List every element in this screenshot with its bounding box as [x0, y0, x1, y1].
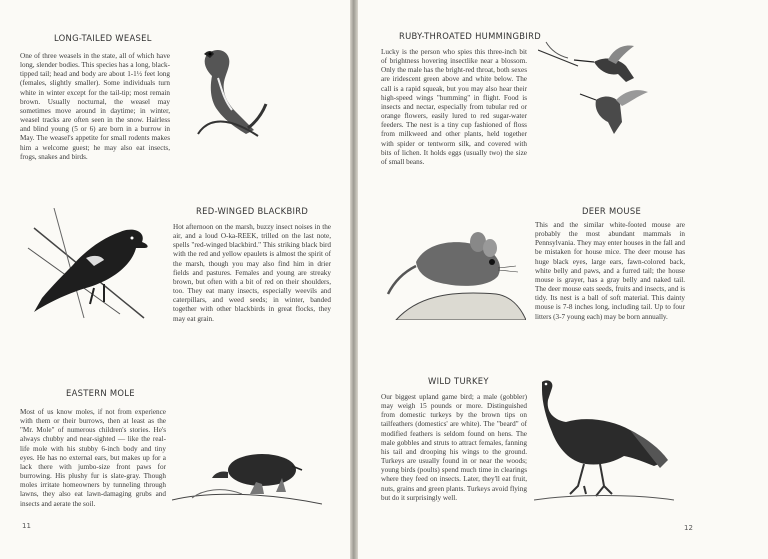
blackbird-illustration [24, 208, 152, 320]
deer-mouse-heading: DEER MOUSE [582, 206, 642, 216]
mole-text: Most of us know moles, if not from experience with them or their burrows, then at least as the "Mr. Mole" of numerous children's stories. He's always chubby and near-sighted — like the real-life mole with his stubby 6-inch body and tiny eyes. He has no external ears, but makes up for a lack there with jumbo-size front paws for burrowing. His plushy fur is slate-gray. Though moles irritate homeowners by tunneling through lawns, they also eat lawn-damaging grubs and insects and aerate the soil. [20, 408, 166, 508]
mole-illustration [172, 420, 322, 510]
hummingbird-text: Lucky is the person who spies this three-inch bit of brightness hovering insectlike near a blossom. Only the male has the bright-red throat, both sexes are iridescent green above and white below. The call is a rapid squeak, but you may also hear their high-speed wings "humming" in flight. Food is insects and nectar, especially from tubular red or orange flowers, easily lured to red sugar-water feeders. The nest is a tiny cup fashioned of floss from milkweed and other plants, held together with spider or tentworm silk, and covered with bits of lichen. It holds eggs (usually two) the size of small beans. [381, 48, 527, 166]
hummingbird-illustration [538, 38, 658, 150]
deer-mouse-text: This and the similar white-footed mouse are probably the most abundant mammals in Pennsylvania. They may enter houses in the fall and be mistaken for house mice. The deer mouse has huge black eyes, large ears, fawn-colored back, white belly and paws, and a furred tail; the house mouse is grayer, has a gray belly and naked tail. The deer mouse eats seeds, fruits and insects, and is tidy. Its nest is a ball of soft material. This dainty mouse is 7-8 inches long, including tail. Up to four litters (3-7 young each) may be born annually. [535, 221, 685, 321]
deer-mouse-illustration [386, 228, 526, 320]
wild-turkey-text: Our biggest upland game bird; a male (gobbler) may weigh 15 pounds or more. Distinguished from domestic turkeys by the brown tips on tailfeathers (domestics' are white). The "beard" of modified feathers is seldom found on hens. The male gobbles and struts to attract females, fanning his tail and drooping his wings to the ground. Turkeys are usually found in or near the woods; young birds (poults) spend much time in clearings where they feed on insects. Later, they'll eat fruit, nuts, grains and green plants. Turkeys avoid flying but do it surprisingly well. [381, 393, 527, 502]
weasel-illustration [188, 38, 268, 138]
right-page-number: 12 [684, 524, 693, 532]
blackbird-text: Hot afternoon on the marsh, buzzy insect noises in the air, and a loud O-ka-REEK, trilled on the last note, spells "red-winged blackbird." This striking black bird with the red and yellow epaulets is almost the spirit of the marsh, though you may also find him in drier fields and pastures. Females and young are streaky brown, but often with a bit of red on their shoulders, too. They eat many insects, especially weevils and caterpillars, and weed seeds; in winter, banded together with other blackbirds in great flocks, they may eat grain. [173, 223, 331, 323]
weasel-heading: LONG-TAILED WEASEL [54, 33, 152, 43]
book-gutter [350, 0, 358, 559]
wild-turkey-illustration [534, 376, 674, 502]
blackbird-heading: RED-WINGED BLACKBIRD [196, 206, 309, 216]
wild-turkey-heading: WILD TURKEY [428, 376, 489, 386]
mole-heading: EASTERN MOLE [66, 388, 135, 398]
hummingbird-heading: RUBY-THROATED HUMMINGBIRD [399, 31, 541, 41]
left-page-number: 11 [22, 522, 31, 530]
weasel-text: One of three weasels in the state, all of which have long, slender bodies. This species has a long, black-tipped tail; head and body are about 1-1½ feet long (females, slightly smaller). Some individuals turn white in winter except for the tail-tip; most remain brown. Usually nocturnal, the weasel may sometimes move around in daytime; in winter, weasel tracks are often seen in the snow. Hairless and blind young (5 or 6) are born in a burrow in May. The weasel's appetite for small rodents makes him a welcome guest; he may also eat insects, frogs, snakes and birds. [20, 52, 170, 161]
